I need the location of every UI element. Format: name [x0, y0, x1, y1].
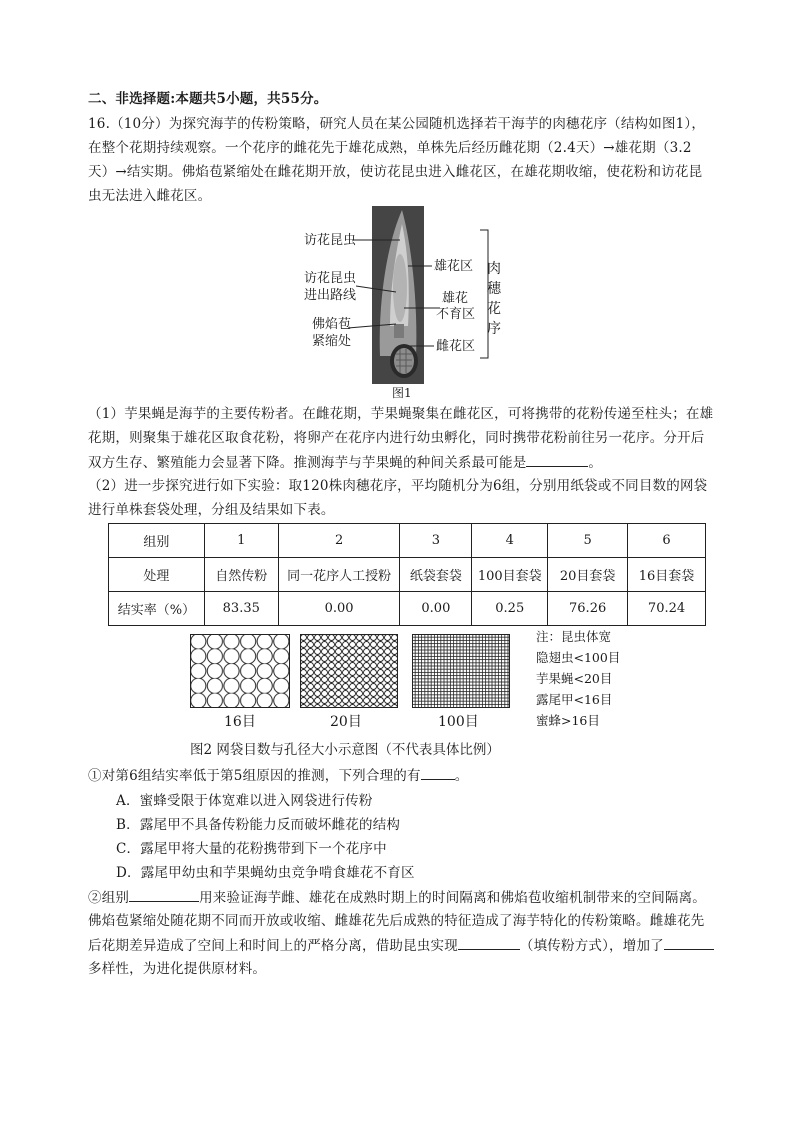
label-sterile-1: 雄花: [442, 291, 469, 306]
mesh-20-diagram: [300, 634, 398, 708]
rate-cell: 0.00: [278, 592, 400, 626]
group-cell: 4: [472, 524, 548, 558]
note-fruit-fly: 芋果蝇<20目: [536, 671, 613, 686]
sub1-stem: ①对第6组结实率低于第5组原因的推测，下列合理的有 。: [88, 765, 468, 786]
q1-line-3: 双方生存、繁殖能力会显著下降。推测海芋与芋果蝇的种间关系最可能是 。: [88, 452, 602, 473]
note-sap-beetle: 露尾甲<16目: [536, 692, 613, 707]
note-bee: 蜜蜂>16目: [536, 713, 600, 728]
note-title: 注：昆虫体宽: [536, 629, 612, 644]
mesh-16-diagram: [190, 634, 290, 708]
treatment-cell: 同一花序人工授粉: [278, 558, 400, 592]
rate-cell: 83.35: [204, 592, 278, 626]
sub2-group-blank[interactable]: [129, 887, 199, 902]
table-row-treatments: [109, 558, 706, 592]
label-insect-route-2: 进出路线: [304, 288, 357, 303]
rate-cell: 70.24: [628, 592, 706, 626]
label-visiting-insect: 访花昆虫: [304, 233, 357, 248]
intro-line-2: 在整个花期持续观察。一个花序的雌花先于雄花成熟，单株先后经历雌花期（2.4天）→雄花期（3.2: [88, 140, 692, 156]
option-b[interactable]: B．露尾甲不具备传粉能力反而破坏雌花的结构: [116, 817, 401, 833]
label-spathe-2: 紧缩处: [312, 334, 352, 349]
table-row-groups: [109, 524, 706, 558]
treatment-cell: 100目套袋: [472, 558, 548, 592]
option-c[interactable]: C．露尾甲将大量的花粉携带到下一个花序中: [116, 841, 387, 857]
q1-line-1: （1）芋果蝇是海芋的主要传粉者。在雌花期，芋果蝇聚集在雌花区，可将携带的花粉传递至柱头；在雄: [88, 406, 714, 422]
label-spadix-1: 肉: [487, 261, 501, 277]
label-insect-route-1: 访花昆虫: [304, 271, 357, 286]
intro-line-1: 16.（10分）为探究海芋的传粉策略，研究人员在某公园随机选择若干海芋的肉穗花序（结构如图1），: [88, 116, 706, 132]
sub2-line-1: ②组别 用来验证海芋雌、雄花在成熟时期上的时间隔离和佛焰苞收缩机制带来的空间隔离。: [88, 887, 706, 908]
mesh-16-label: 16目: [224, 714, 256, 730]
label-spadix-3: 花: [487, 301, 501, 317]
q2-line-1: （2）进一步探究进行如下实验：取120株肉穗花序，平均随机分为6组，分别用纸袋或不同目数的网袋: [88, 478, 708, 494]
group-cell: 3: [400, 524, 472, 558]
label-male-zone: 雄花区: [434, 259, 474, 274]
label-female-zone: 雌花区: [436, 339, 476, 354]
treatment-cell: 16目套袋: [628, 558, 706, 592]
intro-line-3: 天）→结实期。佛焰苞紧缩处在雌花期开放，使访花昆虫进入雌花区，在雄花期收缩，使花粉和访花昆: [88, 164, 703, 180]
rate-cell: 0.25: [472, 592, 548, 626]
treatment-cell: 纸袋套袋: [400, 558, 472, 592]
q2-line-2: 进行单株套袋处理，分组及结果如下表。: [88, 502, 335, 518]
row-header-rate: 结实率（%）: [109, 592, 205, 626]
mesh-100-diagram: [412, 634, 510, 708]
sub2-line-3: 后花期差异造成了空间上和时间上的严格分离，借助昆虫实现 （填传粉方式），增加了: [88, 935, 714, 956]
table-row-rates: [109, 592, 706, 626]
option-d[interactable]: D．露尾甲幼虫和芋果蝇幼虫竞争啃食雄花不育区: [116, 865, 415, 881]
mesh-100-label: 100目: [438, 714, 479, 730]
figure-1-caption: 图1: [392, 386, 412, 400]
label-spathe-1: 佛焰苞: [312, 317, 352, 332]
treatment-cell: 20目套袋: [548, 558, 628, 592]
intro-line-4: 虫无法进入雌花区。: [88, 188, 212, 204]
group-cell: 1: [204, 524, 278, 558]
note-rove-beetle: 隐翅虫<100目: [536, 650, 621, 665]
row-header-treatment: 处理: [109, 558, 205, 592]
mesh-20-label: 20目: [330, 714, 362, 730]
rate-cell: 76.26: [548, 592, 628, 626]
results-table: [108, 523, 706, 626]
treatment-cell: 自然传粉: [204, 558, 278, 592]
row-header-group: 组别: [109, 524, 205, 558]
figure-2-caption: 图2 网袋目数与孔径大小示意图（不代表具体比例）: [190, 742, 500, 758]
sub1-answer-blank[interactable]: [421, 765, 455, 780]
label-spadix-2: 穗: [487, 281, 501, 297]
sub2-line-2: 佛焰苞紧缩处随花期不同而开放或收缩、雌雄花先后成熟的特征造成了海芋特化的传粉策略。雌雄花先: [88, 913, 705, 929]
label-spadix-4: 序: [487, 321, 501, 337]
sub2-diversity-blank[interactable]: [664, 935, 714, 950]
sub2-pollination-blank[interactable]: [458, 935, 520, 950]
figure-1-spadix-diagram: [300, 200, 510, 400]
option-a[interactable]: A．蜜蜂受限于体宽难以进入网袋进行传粉: [116, 793, 373, 809]
group-cell: 6: [628, 524, 706, 558]
group-cell: 5: [548, 524, 628, 558]
label-sterile-2: 不育区: [436, 307, 476, 322]
sub2-line-4: 多样性，为进化提供原材料。: [88, 961, 267, 977]
rate-cell: 0.00: [400, 592, 472, 626]
group-cell: 2: [278, 524, 400, 558]
q1-line-2: 花期，则聚集于雄花区取食花粉，将卵产在花序内进行幼虫孵化，同时携带花粉前往另一花序。分开后: [88, 430, 705, 446]
q1-answer-blank[interactable]: [526, 452, 588, 467]
section-title: 二、非选择题:本题共5小题，共55分。: [88, 91, 328, 107]
